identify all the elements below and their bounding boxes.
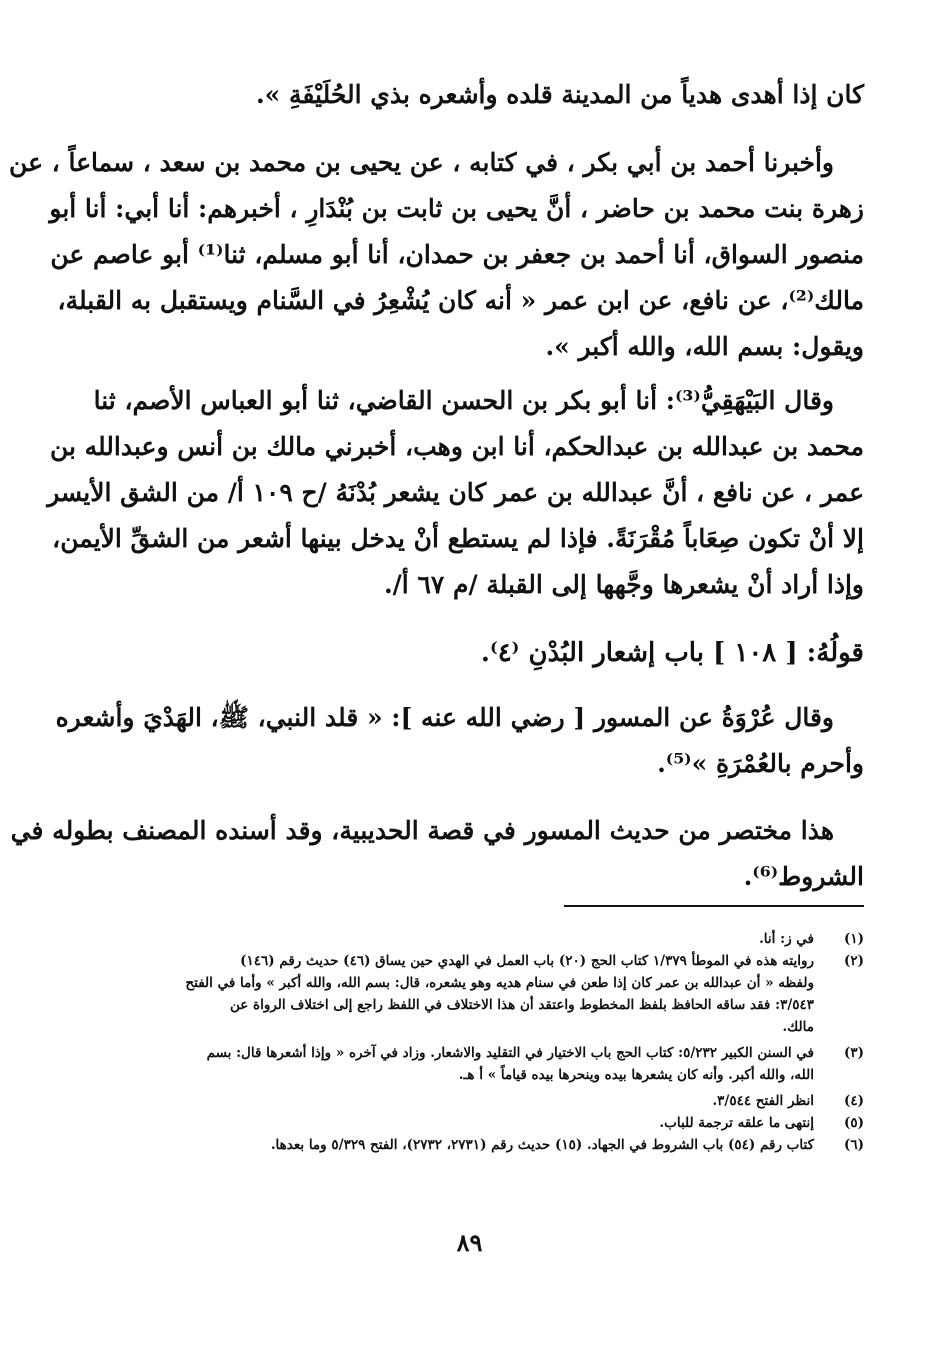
footnote-number: (٦) [843,1137,864,1153]
footnote-line: كتاب رقم (٥٤) باب الشروط في الجهاد. (١٥) حديث رقم (٢٧٣١، ٢٧٣٢)، الفتح ٥/٣٢٩ وما بعدها. [270,1137,814,1153]
footnote-text [118,1042,814,1086]
page-number: ٨٩ [456,1228,483,1257]
text-line: ويقول: بسم الله، والله أكبر ». [545,332,864,361]
text-line: إلا أنْ تكون صِعَاباً مُقْرَنَةً. فإذا لم يستطع أنْ يدخل بينها أشعر من الشقِّ الأيمن، [52,524,864,553]
text-line: وإذا أراد أنْ يشعرها وجَّهها إلى القبلة /م ٦٧ أ/. [383,570,864,599]
footnote-2 [118,950,864,1038]
text-line: محمد بن عبدالله بن عبدالحكم، أنا ابن وهب، أخبرني مالك بن أنس وعبدالله بن [49,432,864,461]
footnote-text [118,1112,814,1134]
footnote-separator [564,905,864,907]
footnote-text [118,950,814,1038]
text-line: الشروط⁽⁶⁾. [743,862,864,891]
text-line: وقال عُرْوَةُ عن المسور [ رضي الله عنه ]: « قلد النبي، ﷺ، الهَدْيَ وأشعره [55,703,834,732]
paragraph-urwa [55,695,864,787]
footnote-3 [118,1042,864,1086]
text-line: عمر ، عن نافع ، أنَّ عبدالله بن عمر كان يشعر بُدْنَهُ /ح ١٠٩ أ/ من الشق الأيسر [47,478,864,507]
footnote-number: (٥) [843,1115,864,1131]
footnote-line: في ز: أنا. [759,931,814,947]
text-line: مالك⁽²⁾، عن نافع، عن ابن عمر « أنه كان يُشْعِرُ في السَّنام ويستقبل به القبلة، [57,286,864,315]
footnote-5 [118,1112,864,1134]
text-line: وأخبرنا أحمد بن أبي بكر ، في كتابه ، عن يحيى بن محمد بن سعد ، سماعاً ، عن [9,148,834,177]
text-line: كان إذا أهدى هدياً من المدينة قلده وأشعره بذي الحُلَيْفَةِ ». [255,80,864,109]
document-page [9,0,864,1367]
paragraph-bayhaqi [47,378,864,608]
footnote-text [118,1090,814,1112]
footnote-line: إنتهى ما علقه ترجمة للباب. [659,1115,814,1131]
footnote-text [118,1134,814,1156]
paragraph-continuation [118,72,864,118]
footnote-number: (٤) [843,1093,864,1109]
footnote-1 [118,928,864,950]
footnote-line: في السنن الكبير ٥/٢٣٢: كتاب الحج باب الاختيار في التقليد والاشعار. وزاد في آخره « وإذا أشعرها قال: بسم [206,1045,814,1061]
paragraph-commentary [10,808,864,900]
footnote-4 [118,1090,864,1112]
footnote-6 [118,1134,864,1156]
footnote-number: (٢) [843,953,864,969]
footnote-line: ٣/٥٤٣: فقد ساقه الحافظ بلفظ المخطوط واعتقد أن هذا الاختلاف في اللفظ راجع إلى اختلاف الرواة عن [229,997,814,1013]
text-line: منصور السواق، أنا أحمد بن جعفر بن حمدان، أنا أبو مسلم، ثنا⁽¹⁾ أبو عاصم عن [50,240,864,269]
section-heading: قولُهُ: [ ١٠٨ ] باب إشعار البُدْنِ ⁽٤⁾. [480,638,864,668]
text-line: زهرة بنت محمد بن حاضر ، أنَّ يحيى بن ثابت بن بُنْدَارِ ، أخبرهم: أنا أبي: أنا أبو [49,194,864,223]
footnote-text [118,928,814,950]
footnote-line: روايته هذه في الموطأ ١/٣٧٩ كتاب الحج (٢٠) باب العمل في الهدي حين يساق (٤٦) حديث رقم (١٤٦) [240,953,814,969]
footnotes [118,928,864,1156]
footnote-line: ولفظه « أن عبدالله بن عمر كان إذا طعن في سنام هديه وهو يشعره، قال: بسم الله، والله أكبر » وأما في الفتح [185,975,814,991]
paragraph-isnad-1 [9,140,864,370]
text-line: هذا مختصر من حديث المسور في قصة الحديبية، وقد أسنده المصنف بطوله في [10,816,834,845]
footnote-line: انظر الفتح ٣/٥٤٤. [712,1093,814,1109]
footnote-line: مالك. [782,1019,814,1035]
footnote-number: (٣) [843,1045,864,1061]
text-line: وقال البَيْهَقِيُّ⁽³⁾: أنا أبو بكر بن الحسن القاضي، ثنا أبو العباس الأصم، ثنا [93,386,834,415]
footnote-number: (١) [843,931,864,947]
footnote-line: الله، والله أكبر. وأنه كان يشعرها بيده وينحرها بيده قياماً » أ هـ. [458,1067,814,1083]
text-line: وأحرم بالعُمْرَةِ »⁽⁵⁾. [657,749,864,778]
